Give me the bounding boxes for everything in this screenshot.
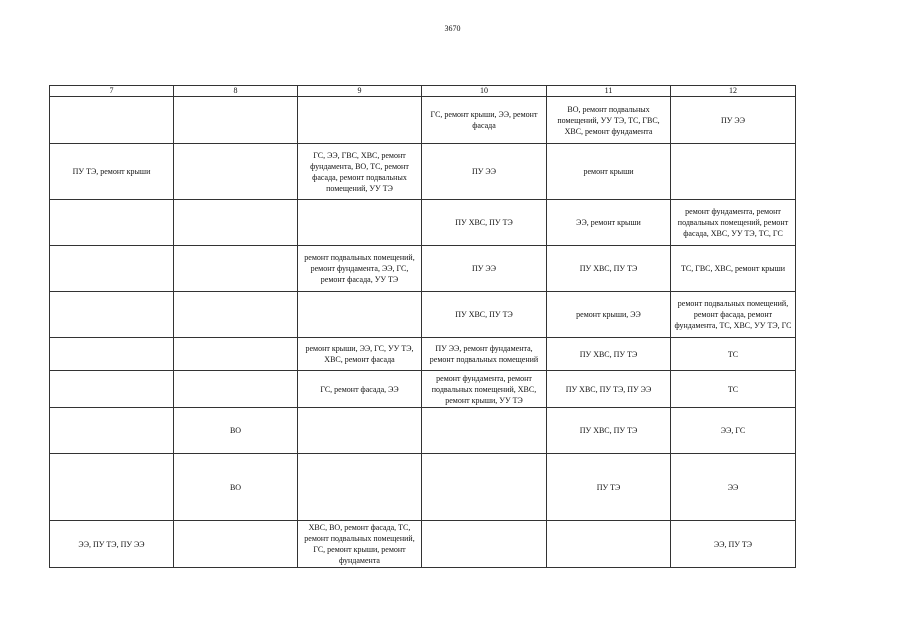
table-cell	[174, 144, 298, 200]
table-cell	[422, 408, 547, 454]
table-cell	[174, 292, 298, 338]
table-cell: ПУ ТЭ, ремонт крыши	[50, 144, 174, 200]
table-cell: ВО, ремонт подвальных помещений, УУ ТЭ, ТС, ГВС, ХВС, ремонт фундамента	[547, 97, 671, 144]
table-row	[50, 246, 796, 292]
table-cell: ПУ ХВС, ПУ ТЭ	[422, 200, 547, 246]
table-cell: ЭЭ, ПУ ТЭ, ПУ ЭЭ	[50, 521, 174, 568]
table-cell: ПУ ХВС, ПУ ТЭ, ПУ ЭЭ	[547, 371, 671, 408]
table-cell: ПУ ХВС, ПУ ТЭ	[547, 408, 671, 454]
column-header: 9	[298, 86, 422, 97]
table-cell	[50, 454, 174, 521]
works-table	[49, 85, 796, 568]
table-cell: ПУ ТЭ	[547, 454, 671, 521]
table-cell	[298, 292, 422, 338]
table-cell	[174, 200, 298, 246]
table-cell: ЭЭ, ремонт крыши	[547, 200, 671, 246]
table-cell: ПУ ЭЭ	[671, 97, 796, 144]
header-row	[50, 86, 796, 97]
table-cell: ПУ ЭЭ	[422, 246, 547, 292]
table-cell: ремонт крыши, ЭЭ	[547, 292, 671, 338]
table-cell: ремонт фундамента, ремонт подвальных помещений, ремонт фасада, ХВС, УУ ТЭ, ТС, ГС	[671, 200, 796, 246]
table-row	[50, 408, 796, 454]
table-cell: ВО	[174, 454, 298, 521]
table-cell: ПУ ХВС, ПУ ТЭ	[547, 246, 671, 292]
table-row	[50, 371, 796, 408]
column-header: 10	[422, 86, 547, 97]
table-cell: ЭЭ, ПУ ТЭ	[671, 521, 796, 568]
table-cell	[298, 408, 422, 454]
table-row	[50, 454, 796, 521]
table-cell	[174, 338, 298, 371]
column-header: 8	[174, 86, 298, 97]
table-cell: ЭЭ, ГС	[671, 408, 796, 454]
table-cell	[174, 246, 298, 292]
table-row	[50, 338, 796, 371]
table-cell: ремонт подвальных помещений, ремонт фундамента, ЭЭ, ГС, ремонт фасада, УУ ТЭ	[298, 246, 422, 292]
table-cell: ремонт фундамента, ремонт подвальных помещений, ХВС, ремонт крыши, УУ ТЭ	[422, 371, 547, 408]
table-cell	[50, 246, 174, 292]
column-header: 7	[50, 86, 174, 97]
table-cell: ремонт крыши	[547, 144, 671, 200]
table-cell: ТС, ГВС, ХВС, ремонт крыши	[671, 246, 796, 292]
table-cell: ПУ ХВС, ПУ ТЭ	[547, 338, 671, 371]
table-cell	[174, 521, 298, 568]
table-cell	[671, 144, 796, 200]
table-cell: ПУ ЭЭ, ремонт фундамента, ремонт подвальных помещений	[422, 338, 547, 371]
column-header: 12	[671, 86, 796, 97]
table-row	[50, 292, 796, 338]
table-cell	[422, 521, 547, 568]
table-cell: ЭЭ	[671, 454, 796, 521]
table-cell	[50, 408, 174, 454]
table-cell: ремонт подвальных помещений, ремонт фасада, ремонт фундамента, ТС, ХВС, УУ ТЭ, ГС	[671, 292, 796, 338]
table-cell	[298, 200, 422, 246]
table-cell	[298, 454, 422, 521]
table-cell	[50, 338, 174, 371]
table-cell: ВО	[174, 408, 298, 454]
table-cell: ГС, ЭЭ, ГВС, ХВС, ремонт фундамента, ВО, ТС, ремонт фасада, ремонт подвальных помещений, УУ ТЭ	[298, 144, 422, 200]
table-row	[50, 521, 796, 568]
table-cell: ПУ ЭЭ	[422, 144, 547, 200]
table-cell	[547, 521, 671, 568]
table-row	[50, 97, 796, 144]
table-cell: ГС, ремонт фасада, ЭЭ	[298, 371, 422, 408]
column-header: 11	[547, 86, 671, 97]
table-cell	[174, 97, 298, 144]
table-row	[50, 200, 796, 246]
table-cell: ТС	[671, 338, 796, 371]
table-cell	[422, 454, 547, 521]
table-cell	[50, 200, 174, 246]
table-cell: ХВС, ВО, ремонт фасада, ТС, ремонт подвальных помещений, ГС, ремонт крыши, ремонт фундамента	[298, 521, 422, 568]
table-row	[50, 144, 796, 200]
table-cell	[50, 371, 174, 408]
table-cell	[50, 292, 174, 338]
table-cell	[50, 97, 174, 144]
table-cell: ПУ ХВС, ПУ ТЭ	[422, 292, 547, 338]
table-cell: ремонт крыши, ЭЭ, ГС, УУ ТЭ, ХВС, ремонт фасада	[298, 338, 422, 371]
table-cell	[298, 97, 422, 144]
page-number: 3670	[444, 24, 461, 33]
table-cell: ТС	[671, 371, 796, 408]
table-cell	[174, 371, 298, 408]
table-cell: ГС, ремонт крыши, ЭЭ, ремонт фасада	[422, 97, 547, 144]
